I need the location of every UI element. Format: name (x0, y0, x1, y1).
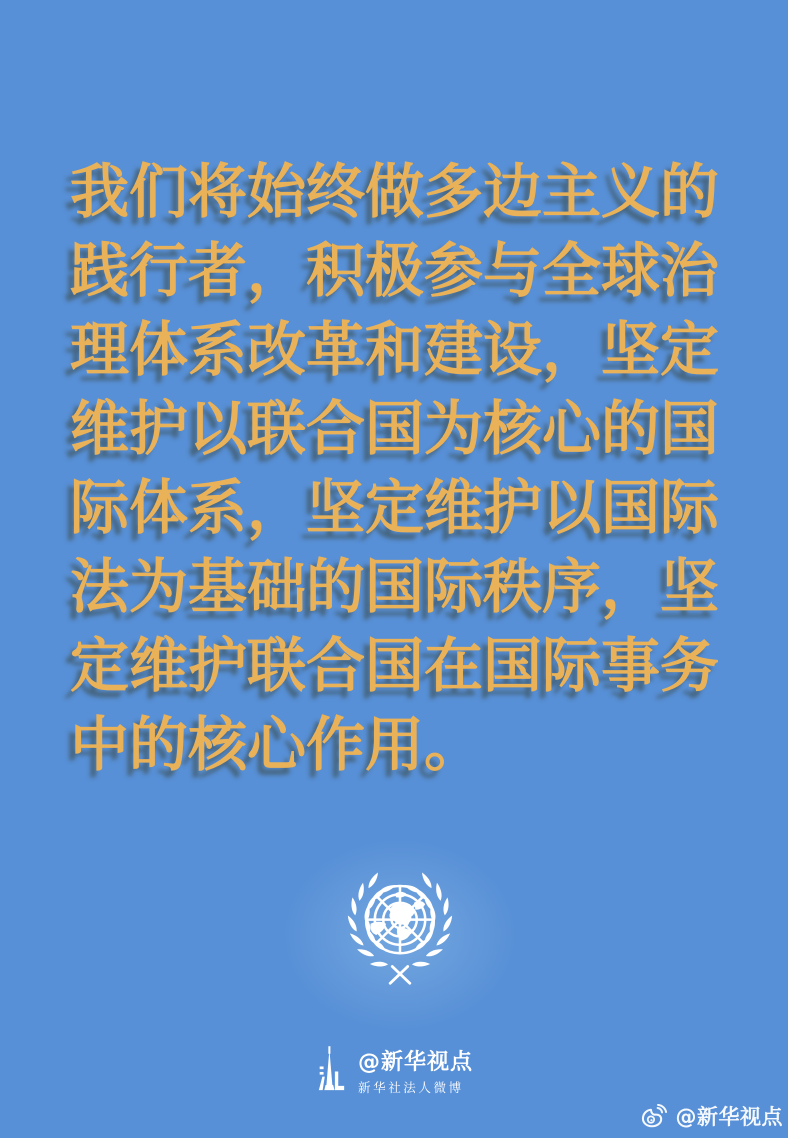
quote-text-block (70, 152, 750, 784)
watermark-handle: @新华视点 (675, 1105, 783, 1129)
weibo-icon (641, 1104, 668, 1128)
brand-subtitle: 新华社法人微博 (358, 1080, 464, 1095)
quote-line: 我们将始终做多边主义的 (70, 157, 720, 226)
quote-line: 理体系改革和建设，坚定 (70, 315, 720, 384)
quote-line: 践行者，积极参与全球治 (70, 236, 720, 305)
brand-text (358, 1050, 473, 1096)
xinhua-tower-icon (318, 1042, 345, 1096)
publisher-branding (318, 1040, 473, 1096)
quote-line: 维护以联合国为核心的国 (70, 394, 720, 463)
quote-line: 际体系，坚定维护以国际 (70, 473, 720, 542)
quote-line: 定维护联合国在国际事务 (70, 631, 720, 700)
weibo-watermark (641, 1101, 784, 1131)
united-nations-emblem-icon (330, 866, 470, 990)
quote-line: 法为基础的国际秩序，坚 (70, 552, 720, 621)
quote-line: 中的核心作用。 (70, 710, 484, 779)
brand-handle: @新华视点 (358, 1050, 474, 1075)
